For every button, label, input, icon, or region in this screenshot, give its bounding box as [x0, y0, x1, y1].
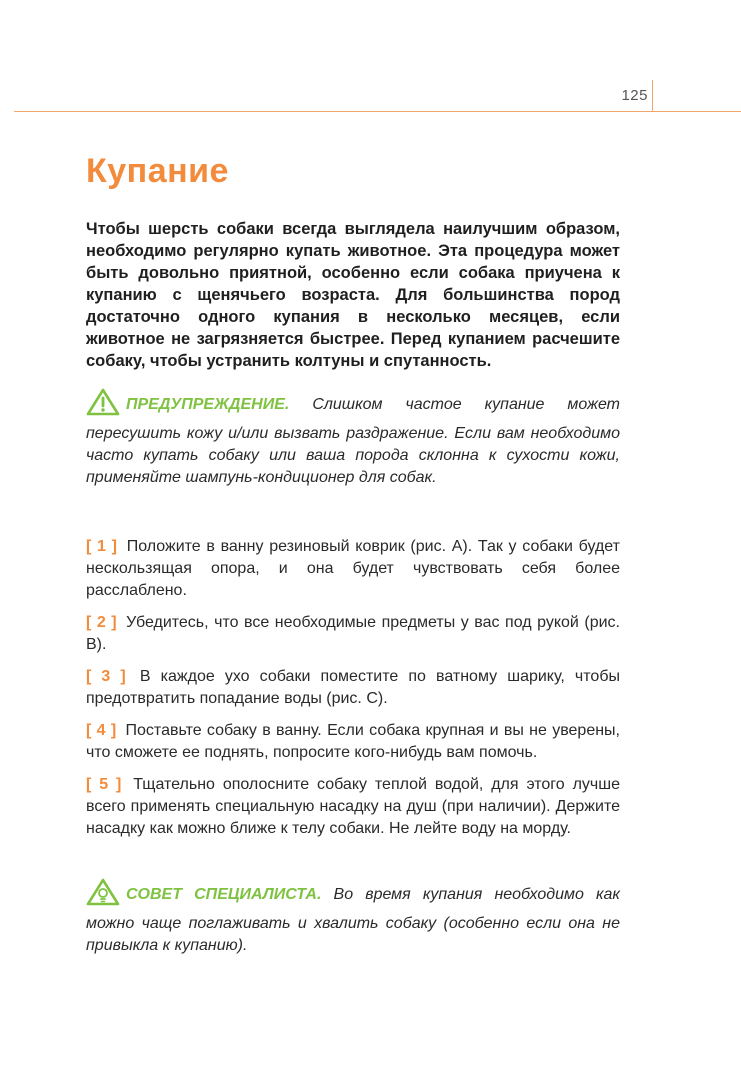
step-item: [86, 612, 620, 656]
tip-text: Во время купания необходимо как можно чаще поглаживать и хвалить собаку (особенно если она не привыкла к купанию).: [86, 886, 620, 954]
steps-list: [86, 536, 620, 850]
step-text: Положите в ванну резиновый коврик (рис. А). Так у собаки будет нескользящая опора, и она будет чувствовать себя более расслаблено.: [86, 538, 620, 599]
step-number: [ 4 ]: [86, 722, 117, 739]
warning-callout: [86, 388, 620, 489]
step-number: [ 1 ]: [86, 538, 117, 555]
step-text: Тщательно ополосните собаку теплой водой, для этого лучше всего применять специальную насадку на душ (при наличии). Держите насадку как можно ближе к телу собаки. Не лейте воду на морду.: [86, 776, 620, 837]
warning-text: Слишком частое купание может пересушить кожу и/или вызвать раздражение. Если вам необходимо часто купать собаку или ваша порода склонна к сухости кожи, применяйте шампунь-кондиционер для собак.: [86, 396, 620, 486]
intro-paragraph: Чтобы шерсть собаки всегда выглядела наилучшим образом, необходимо регулярно купать животное. Эта процедура может быть довольно приятной, особенно если собака приучена к купанию с щенячьего возраста. Для большинства пород достаточно одного купания в несколько месяцев, если животное не загрязняется быстрее. Перед купанием расчешите собаку, чтобы устранить колтуны и спутанность.: [86, 220, 620, 370]
page-number: 125: [621, 87, 648, 104]
step-item: [86, 774, 620, 840]
warning-triangle-icon: [86, 388, 120, 423]
step-item: [86, 720, 620, 764]
page-title: Купание: [86, 152, 229, 190]
step-number: [ 2 ]: [86, 614, 117, 631]
lightbulb-triangle-icon: [86, 878, 120, 913]
step-item: [86, 666, 620, 710]
warning-label: ПРЕДУПРЕЖДЕНИЕ.: [126, 396, 290, 413]
step-number: [ 3 ]: [86, 668, 126, 685]
header-rule: [14, 111, 741, 112]
step-item: [86, 536, 620, 602]
step-text: В каждое ухо собаки поместите по ватному шарику, чтобы предотвратить попадание воды (рис. C).: [86, 668, 620, 707]
step-text: Убедитесь, что все необходимые предметы у вас под рукой (рис. B).: [86, 614, 620, 653]
step-text: Поставьте собаку в ванну. Если собака крупная и вы не уверены, что сможете ее поднять, попросите кого-нибудь вам помочь.: [86, 722, 621, 761]
tip-callout: [86, 878, 620, 957]
header-divider-vertical: [652, 80, 653, 112]
tip-label: СОВЕТ СПЕЦИАЛИСТА.: [126, 886, 322, 903]
step-number: [ 5 ]: [86, 776, 122, 793]
